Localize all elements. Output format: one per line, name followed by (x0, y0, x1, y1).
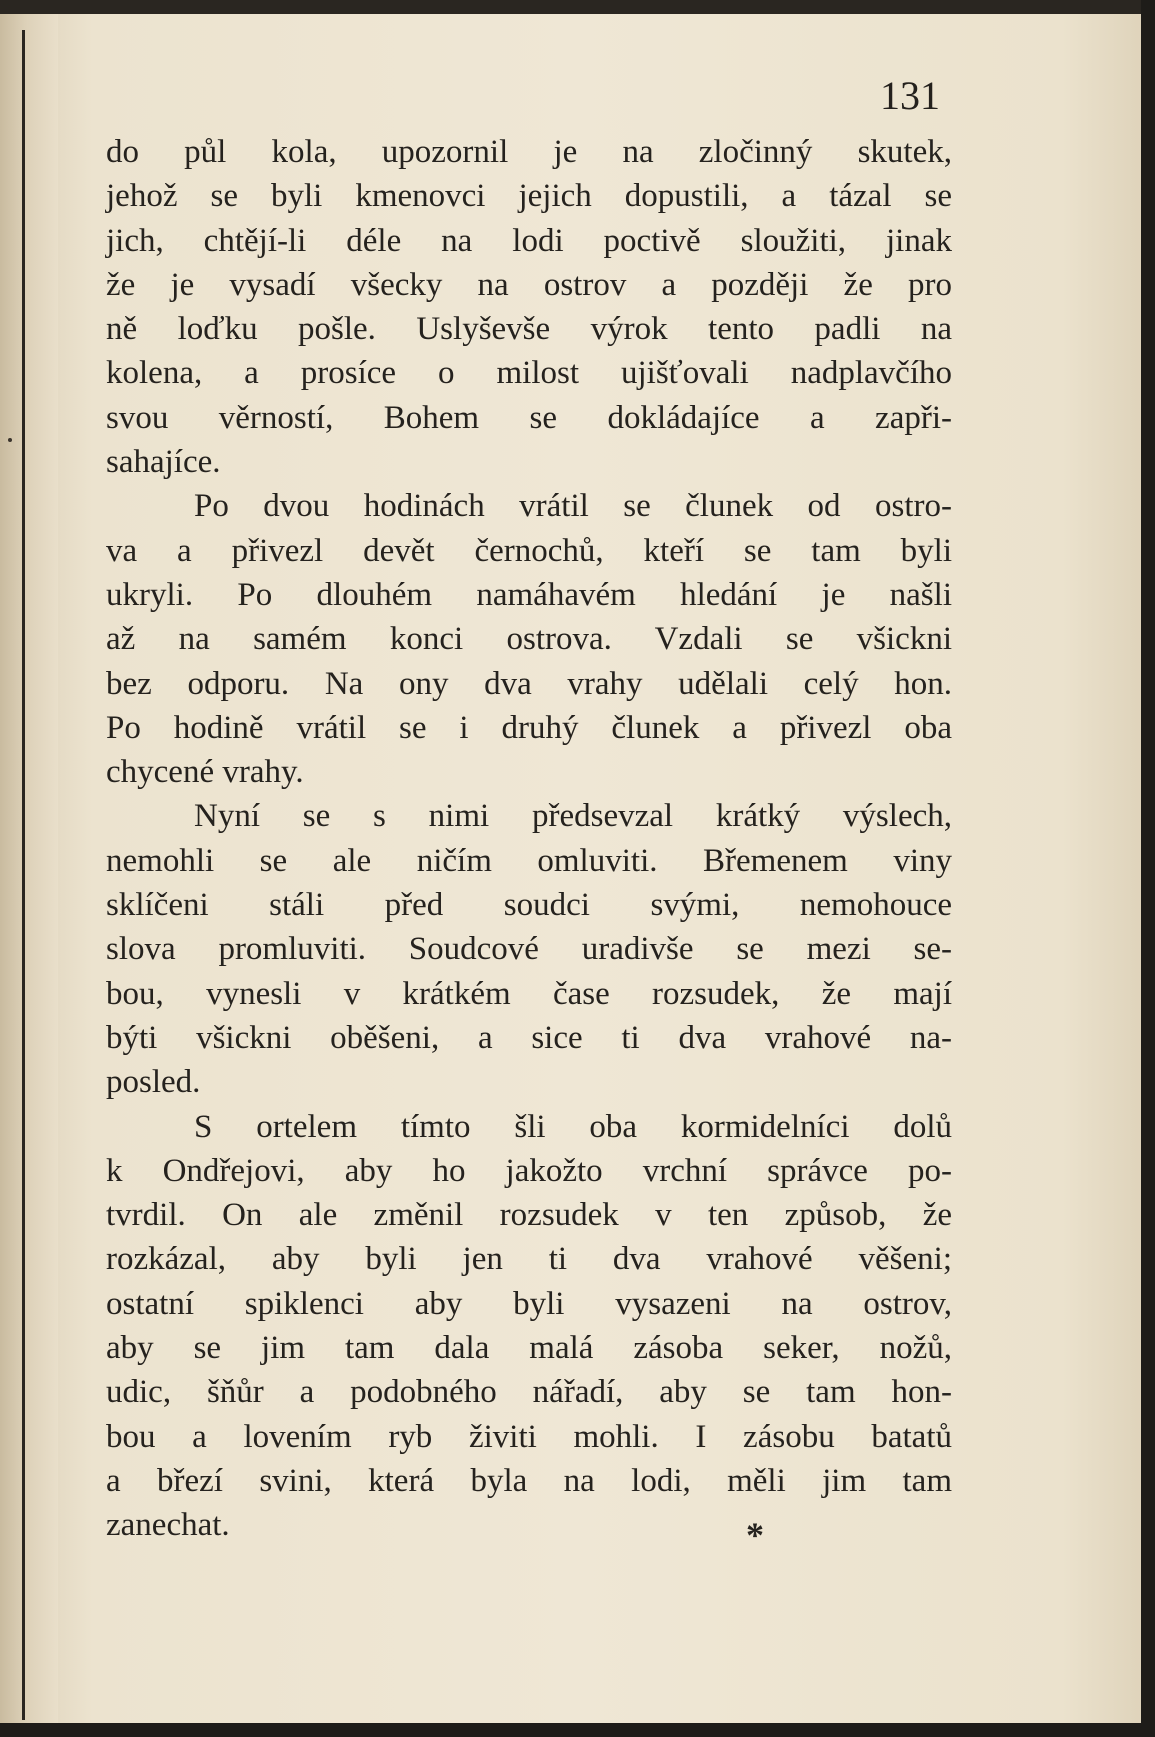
scan-bottom-border (0, 1723, 1155, 1737)
text-line: slova promluviti. Soudcové uradivše se mezi se- (106, 931, 952, 968)
text-line: rozkázal, aby byli jen ti dva vrahové věšeni; (106, 1241, 952, 1278)
text-line: že je vysadí všecky na ostrov a později že pro (106, 266, 952, 303)
binding-edge (0, 0, 58, 1737)
text-line: sahajíce. (106, 444, 221, 481)
text-line: jich, chtějí-li déle na lodi poctivě sloužiti, jinak (106, 222, 952, 259)
text-line: sklíčeni stáli před soudci svými, nemohouce (106, 887, 952, 924)
text-line: bez odporu. Na ony dva vrahy udělali celý hon. (106, 665, 952, 702)
scan-right-border (1141, 0, 1155, 1737)
text-line: jehož se byli kmenovci jejich dopustili, a tázal se (106, 178, 952, 215)
ink-speck (8, 438, 12, 442)
text-line: svou věrností, Bohem se dokládajíce a zapři- (106, 399, 952, 436)
scan-top-border (0, 0, 1155, 14)
section-asterisk: * (746, 1515, 764, 1555)
text-line: Nyní se s nimi předsevzal krátký výslech, (194, 798, 952, 835)
text-line: Po dvou hodinách vrátil se člunek od ostro- (194, 488, 952, 525)
text-line: Po hodině vrátil se i druhý člunek a přivezl oba (106, 709, 952, 746)
text-line: tvrdil. On ale změnil rozsudek v ten způsob, že (106, 1197, 952, 1234)
body-text (106, 130, 952, 1548)
text-line: chycené vrahy. (106, 754, 304, 791)
text-line: býti všickni oběšeni, a sice ti dva vrahové na- (106, 1019, 952, 1056)
binding-line (22, 30, 25, 1720)
text-line: posled. (106, 1064, 201, 1101)
text-line: zanechat. (106, 1507, 230, 1544)
text-line: aby se jim tam dala malá zásoba seker, nožů, (106, 1330, 952, 1367)
page-number: 131 (880, 73, 940, 118)
text-line: bou, vynesli v krátkém čase rozsudek, že mají (106, 975, 952, 1012)
text-line: va a přivezl devět černochů, kteří se tam byli (106, 532, 952, 569)
text-line: až na samém konci ostrova. Vzdali se všickni (106, 621, 952, 658)
text-line: ostatní spiklenci aby byli vysazeni na ostrov, (106, 1285, 952, 1322)
text-line: a březí svini, která byla na lodi, měli jim tam (106, 1462, 952, 1499)
text-line: do půl kola, upozornil je na zločinný skutek, (106, 134, 952, 170)
text-line: S ortelem tímto šli oba kormidelníci dolů (194, 1108, 952, 1145)
text-line: nemohli se ale ničím omluviti. Břemenem viny (106, 842, 952, 879)
text-line: k Ondřejovi, aby ho jakožto vrchní správce po- (106, 1152, 952, 1189)
text-line: ukryli. Po dlouhém namáhavém hledání je našli (106, 576, 952, 613)
text-line: kolena, a prosíce o milost ujišťovali nadplavčího (106, 355, 952, 392)
text-line: udic, šňůr a podobného nářadí, aby se tam hon- (106, 1374, 952, 1411)
text-line: ně loďku pošle. Uslyševše výrok tento padli na (106, 311, 952, 348)
text-line: bou a lovením ryb živiti mohli. I zásobu batatů (106, 1418, 952, 1455)
